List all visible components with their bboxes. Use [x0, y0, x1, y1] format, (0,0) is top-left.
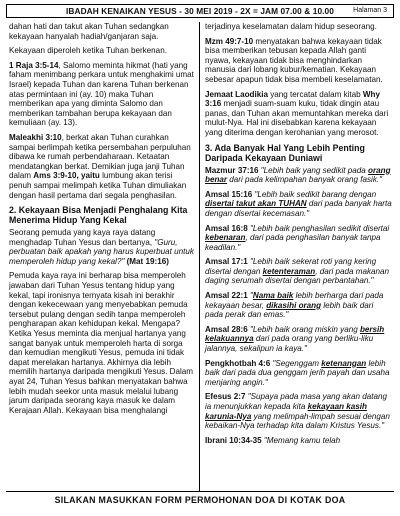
paragraph: 1 Raja 3:5-14, Salomo meminta hikmat (hati yang faham menimbang perkara untuk menghakimi umat Israel) kepada Tuhan dan karena Tuhan berkenan atas permintaan ini (ay. 10) maka Tuhan memberikan apa yang diminta Salomo dan memberikan tambahan berupa kekayaan dan kemuliaan (ay. 13).	[9, 60, 194, 128]
paragraph: Jemaat Laodikia yang tercatat dalam kitab Why 3:16 menjadi suam-suam kuku, tidak dingin atau panas, dan Tuhan akan memuntahkan mereka dari mulut-Nya. Hal ini disebabkan karena kekayaan yang diterima dengan kerohanian yang merosot.	[205, 89, 389, 137]
scripture-ref: Maleakhi 3:10	[9, 132, 62, 142]
section-heading: 2. Kekayaan Bisa Menjadi Penghalang Kita Menerima Hidup Yang Kekal	[9, 205, 188, 226]
verse: Ibrani 10:34-35 "Memang kamu telah	[205, 435, 341, 445]
verse: Mazmur 37:16 "Lebih baik yang sedikit pada orang benar dari pada kelimpahan banyak orang fasik."	[205, 165, 391, 185]
scripture-quote: "Guru, perbuatan baik apakah yang harus kuperbuat untuk memperoleh hidup yang kekal?"	[9, 237, 194, 266]
header-title: IBADAH KENAIKAN YESUS - 30 MEI 2019 - 2X = JAM 07.00 & 10.00	[66, 6, 334, 16]
scripture-ref: Mzm 49:7-10	[205, 36, 254, 46]
paragraph: Seorang pemuda yang kaya raya datang menghadap Tuhan Yesus dan bertanya, "Guru, perbuatan baik apakah yang harus kuperbuat untuk memperoleh hidup yang kekal?" (Mat 19:16)	[9, 228, 194, 266]
verse: Amsal 16:8 "Lebih baik penghasilan sedikit disertai kebenaran, dari pada penghasilan banyak tanpa keadilan."	[205, 223, 390, 252]
paragraph: terjadinya keselamatan dalam hidup seseorang.	[205, 22, 377, 31]
scripture-ref: Ams 3:9-10, yaitu	[33, 171, 100, 181]
scripture-ref: Amsal 28:6	[205, 324, 248, 334]
right-column	[205, 22, 392, 450]
footer-divider	[6, 491, 394, 492]
scripture-ref: Mazmur 37:16	[205, 165, 259, 175]
scripture-ref: Why 3:16	[205, 89, 381, 109]
page-header	[6, 4, 394, 18]
verse: Pengkhotbah 4:6 "Segenggam ketenangan lebih baik dari pada dua genggam jerih payah dan usaha menjaring angin."	[205, 358, 390, 387]
scripture-ref: (Mat 19:16)	[124, 256, 169, 266]
paragraph: Maleakhi 3:10, berkat akan Tuhan curahkan sampai berlimpah ketika persembahan perpuluhan dibawa ke rumah perbendaharaan. Ketaatan mendatangkan berkat. Demikian juga janji Tuhan dalam Ams 3:9-10, yaitu lumbung akan terisi penuh sampai melimpah ketika Tuhan dimuliakan dengan hasil pertama dari segala penghasilan.	[9, 132, 191, 200]
verse: Amsal 28:6 "Lebih baik orang miskin yang bersih kelakuannya dari pada orang yang berliku-liku jalannya, sekalipun ia kaya."	[205, 324, 385, 354]
verse: Amsal 17:1 "Lebih baik sekerat roti yang kering disertai dengan ketenteraman, dari pada makanan daging serumah disertai dengan perbantahan."	[205, 257, 390, 286]
verse: Amsal 22:1 "Nama baik lebih berharga dari pada kekayaan besar, dikasihi orang lebih baik dari pada perak dan emas."	[205, 291, 384, 320]
left-column	[9, 22, 196, 420]
footer-notice: SILAKAN MASUKKAN FORM PERMOHONAN DOA DI KOTAK DOA	[54, 495, 346, 505]
paragraph: dahan hati dan takut akan Tuhan sedangkan kekayaan hanyalah hadiah/ganjaran saja.	[9, 22, 169, 41]
verse: Amsal 15:16 "Lebih baik sedikit barang dengan disertai takut akan TUHAN dari pada banyak harta dengan disertai kecemasan."	[205, 189, 392, 218]
scripture-ref: 1 Raja 3:5-14	[9, 60, 59, 70]
paragraph: Mzm 49:7-10 menyatakan bahwa kekayaan tidak bisa memberikan tebusan kepada Allah ganti nyawa, kekayaan tidak bisa menghindarkan manusia dari lobang kubur/kematian. Kekayaan sebesar apapun tidak bisa membeli keselamatan.	[205, 36, 383, 84]
page-number: Halaman 3	[353, 7, 387, 14]
scripture-ref: Amsal 17:1	[205, 257, 248, 267]
column-divider	[199, 22, 200, 492]
verse: Efesus 2:7 "Supaya pada masa yang akan datang ia menunjukkan kepada kita kekayaan kasih karunia-Nya yang melimpah-limpah sesuai dengan kebaikan-Nya terhadap kita dalam Kristus Yesus."	[205, 392, 390, 431]
paragraph: Kekayaan diperoleh ketika Tuhan berkenan.	[9, 46, 167, 56]
scripture-ref: Amsal 15:16	[205, 189, 253, 199]
scripture-ref: Pengkhotbah 4:6	[205, 358, 271, 368]
paragraph: Pemuda kaya raya ini berharap bisa memperoleh jawaban dari Tuhan Yesus tentang hidup yang kekal, tapi ironisnya ternyata kisah ini berakhir dengan kekecewaan yang menyebabkan pemuda tersebut pulang dengan sedih tanpa memperoleh pengharapan akan kehidupan kekal. Mengapa? Ketika Yesus meminta dia menjual hartanya yang sangat banyak untuk memperoleh harta di sorga dan kemudian mengikuti Yesus, pemuda ini tidak dapat merelakan hartanya. Akhirnya dia lebih memilih hartanya daripada mengikuti Yesus. Dalam ayat 24, Tuhan Yesus bahkan menyatakan bahwa lebih mudah seekor unta masuk melalui lubang jarum daripada seorang kaya masuk ke dalam Kerajaan Allah. Kekayaan bisa menghalangi	[9, 271, 194, 415]
scripture-ref: Jemaat Laodikia	[205, 89, 268, 99]
scripture-ref: Amsal 22:1	[205, 291, 248, 301]
scripture-ref: Amsal 16:8	[205, 223, 248, 233]
section-heading: 3. Ada Banyak Hal Yang Lebih Penting Daripada Kekayaan Duniawi	[205, 142, 365, 163]
scripture-ref: Efesus 2:7	[205, 392, 246, 402]
scripture-ref: Ibrani 10:34-35	[205, 435, 262, 445]
